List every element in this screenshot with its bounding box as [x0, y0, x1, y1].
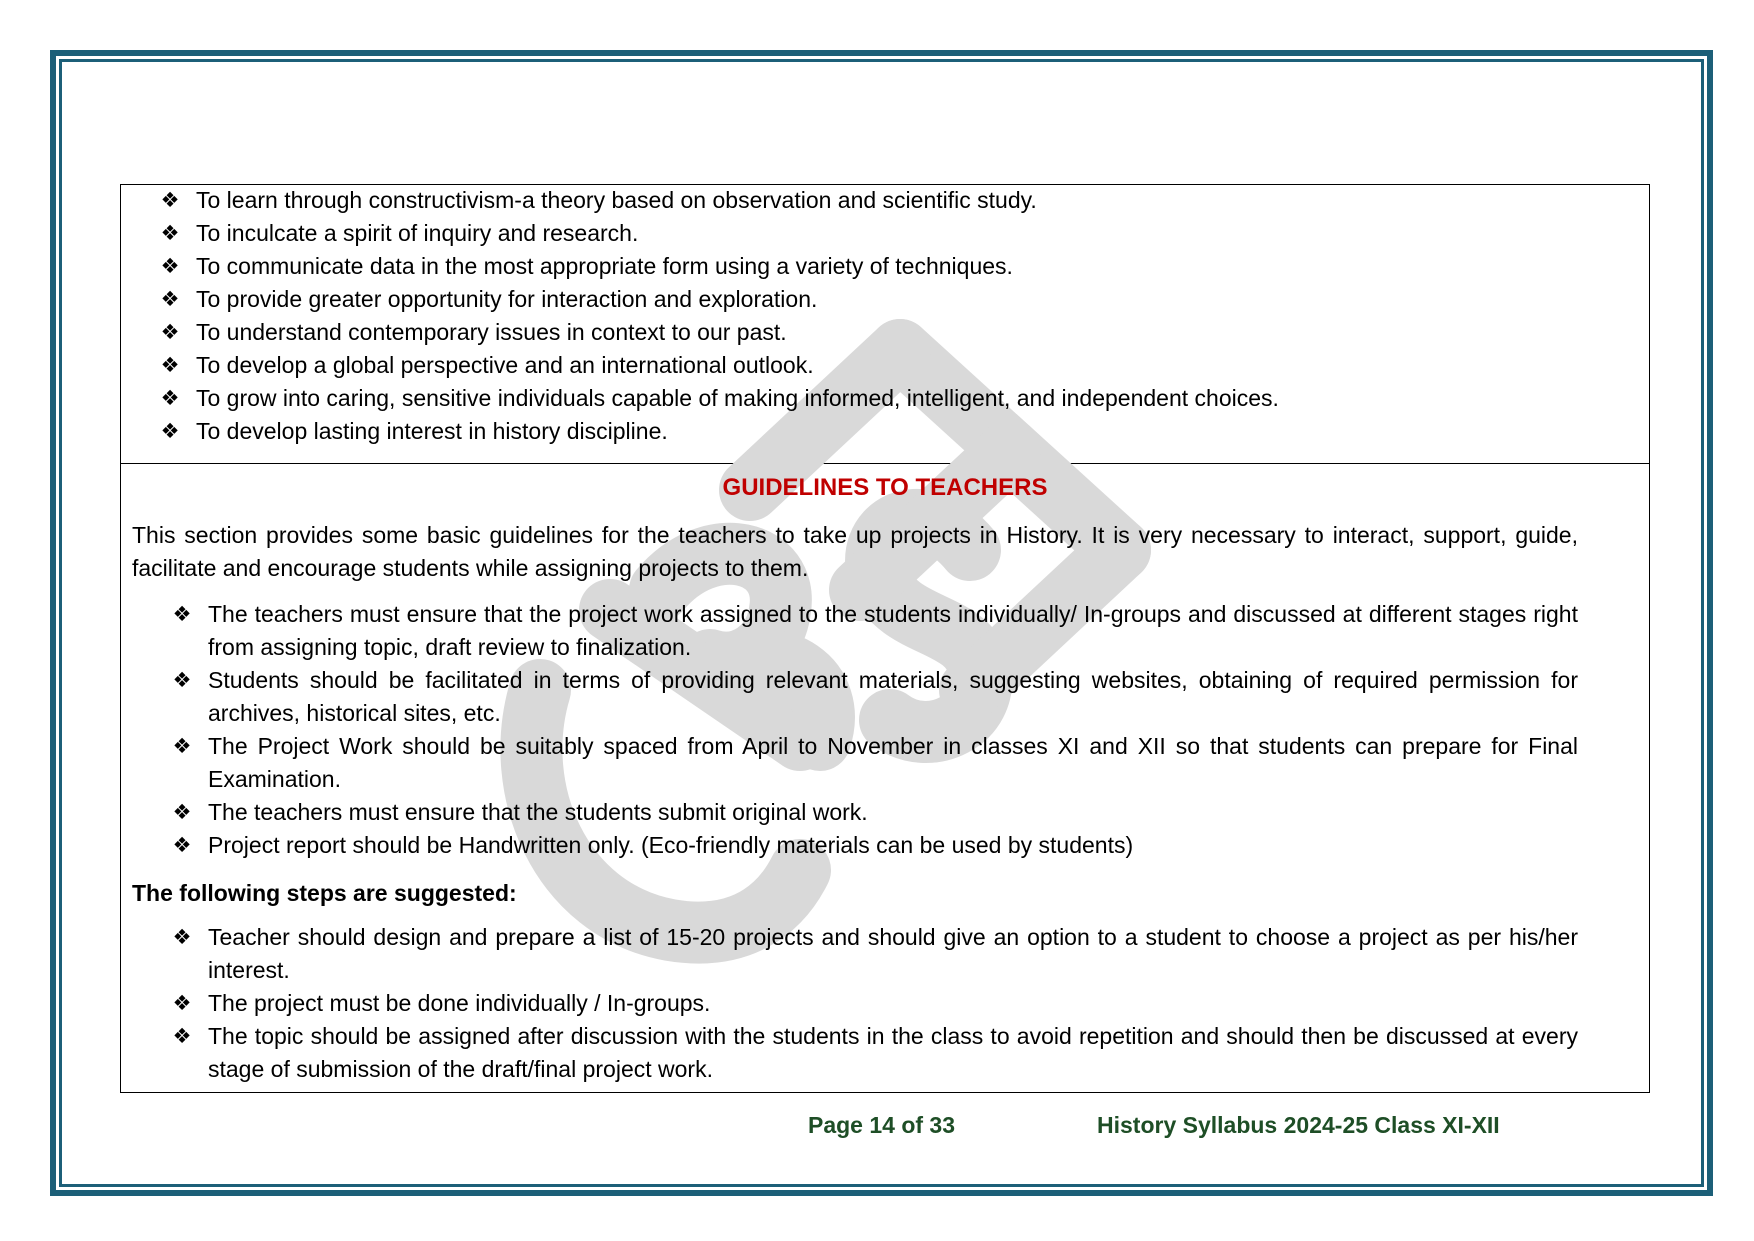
- list-item: ❖ Project report should be Handwritten only. (Eco-friendly materials can be used by students): [208, 829, 1578, 862]
- guidelines-list: [172, 598, 1578, 862]
- section-divider: [121, 463, 1649, 464]
- guidelines-intro: This section provides some basic guidelines for the teachers to take up projects in History. It is very necessary to interact, support, guide, facilitate and encourage students while assigning projects to them.: [132, 522, 1578, 581]
- bullet-icon: ❖: [172, 926, 192, 949]
- list-item: ❖ To develop a global perspective and an international outlook.: [196, 349, 1526, 382]
- bullet-icon: ❖: [160, 387, 180, 410]
- bullet-icon: ❖: [172, 669, 192, 692]
- list-item: ❖ To communicate data in the most appropriate form using a variety of techniques.: [196, 250, 1526, 283]
- bullet-icon: ❖: [160, 222, 180, 245]
- bullet-icon: ❖: [160, 288, 180, 311]
- steps-section: [172, 921, 1578, 1086]
- bullet-icon: ❖: [172, 1025, 192, 1048]
- list-item: ❖ Teacher should design and prepare a list of 15-20 projects and should give an option to a student to choose a project as per his/her interest.: [208, 921, 1578, 987]
- bullet-icon: ❖: [160, 321, 180, 344]
- document-title: History Syllabus 2024-25 Class XI-XII: [1097, 1112, 1500, 1138]
- list-item: ❖ To understand contemporary issues in context to our past.: [196, 316, 1526, 349]
- list-item: ❖ The project must be done individually / In-groups.: [208, 987, 1578, 1020]
- objectives-section: [160, 184, 1526, 448]
- list-item: ❖ The Project Work should be suitably spaced from April to November in classes XI and XII so that students can prepare for Final Examination.: [208, 730, 1578, 796]
- bullet-icon: ❖: [172, 834, 192, 857]
- bullet-icon: ❖: [160, 255, 180, 278]
- bullet-icon: ❖: [160, 420, 180, 443]
- objectives-list: [160, 184, 1526, 448]
- bullet-icon: ❖: [172, 735, 192, 758]
- list-item: ❖ The teachers must ensure that the students submit original work.: [208, 796, 1578, 829]
- guidelines-section: [172, 598, 1578, 862]
- steps-list: [172, 921, 1578, 1086]
- list-item: ❖ To inculcate a spirit of inquiry and research.: [196, 217, 1526, 250]
- steps-heading: The following steps are suggested:: [132, 880, 517, 906]
- list-item: ❖ The teachers must ensure that the project work assigned to the students individually/ In-groups and discussed at different stages right from assigning topic, draft review to finalization.: [208, 598, 1578, 664]
- list-item: ❖ The topic should be assigned after discussion with the students in the class to avoid repetition and should then be discussed at every stage of submission of the draft/final project work.: [208, 1020, 1578, 1086]
- list-item: ❖ To learn through constructivism-a theory based on observation and scientific study.: [196, 184, 1526, 217]
- list-item: ❖ Students should be facilitated in terms of providing relevant materials, suggesting websites, obtaining of required permission for archives, historical sites, etc.: [208, 664, 1578, 730]
- list-item: ❖ To provide greater opportunity for interaction and exploration.: [196, 283, 1526, 316]
- list-item: ❖ To grow into caring, sensitive individuals capable of making informed, intelligent, and independent choices.: [196, 382, 1526, 415]
- list-item: ❖ To develop lasting interest in history discipline.: [196, 415, 1526, 448]
- bullet-icon: ❖: [160, 189, 180, 212]
- bullet-icon: ❖: [160, 354, 180, 377]
- bullet-icon: ❖: [172, 992, 192, 1015]
- bullet-icon: ❖: [172, 801, 192, 824]
- page-number: Page 14 of 33: [808, 1112, 956, 1138]
- bullet-icon: ❖: [172, 603, 192, 626]
- guidelines-heading: GUIDELINES TO TEACHERS: [722, 474, 1048, 501]
